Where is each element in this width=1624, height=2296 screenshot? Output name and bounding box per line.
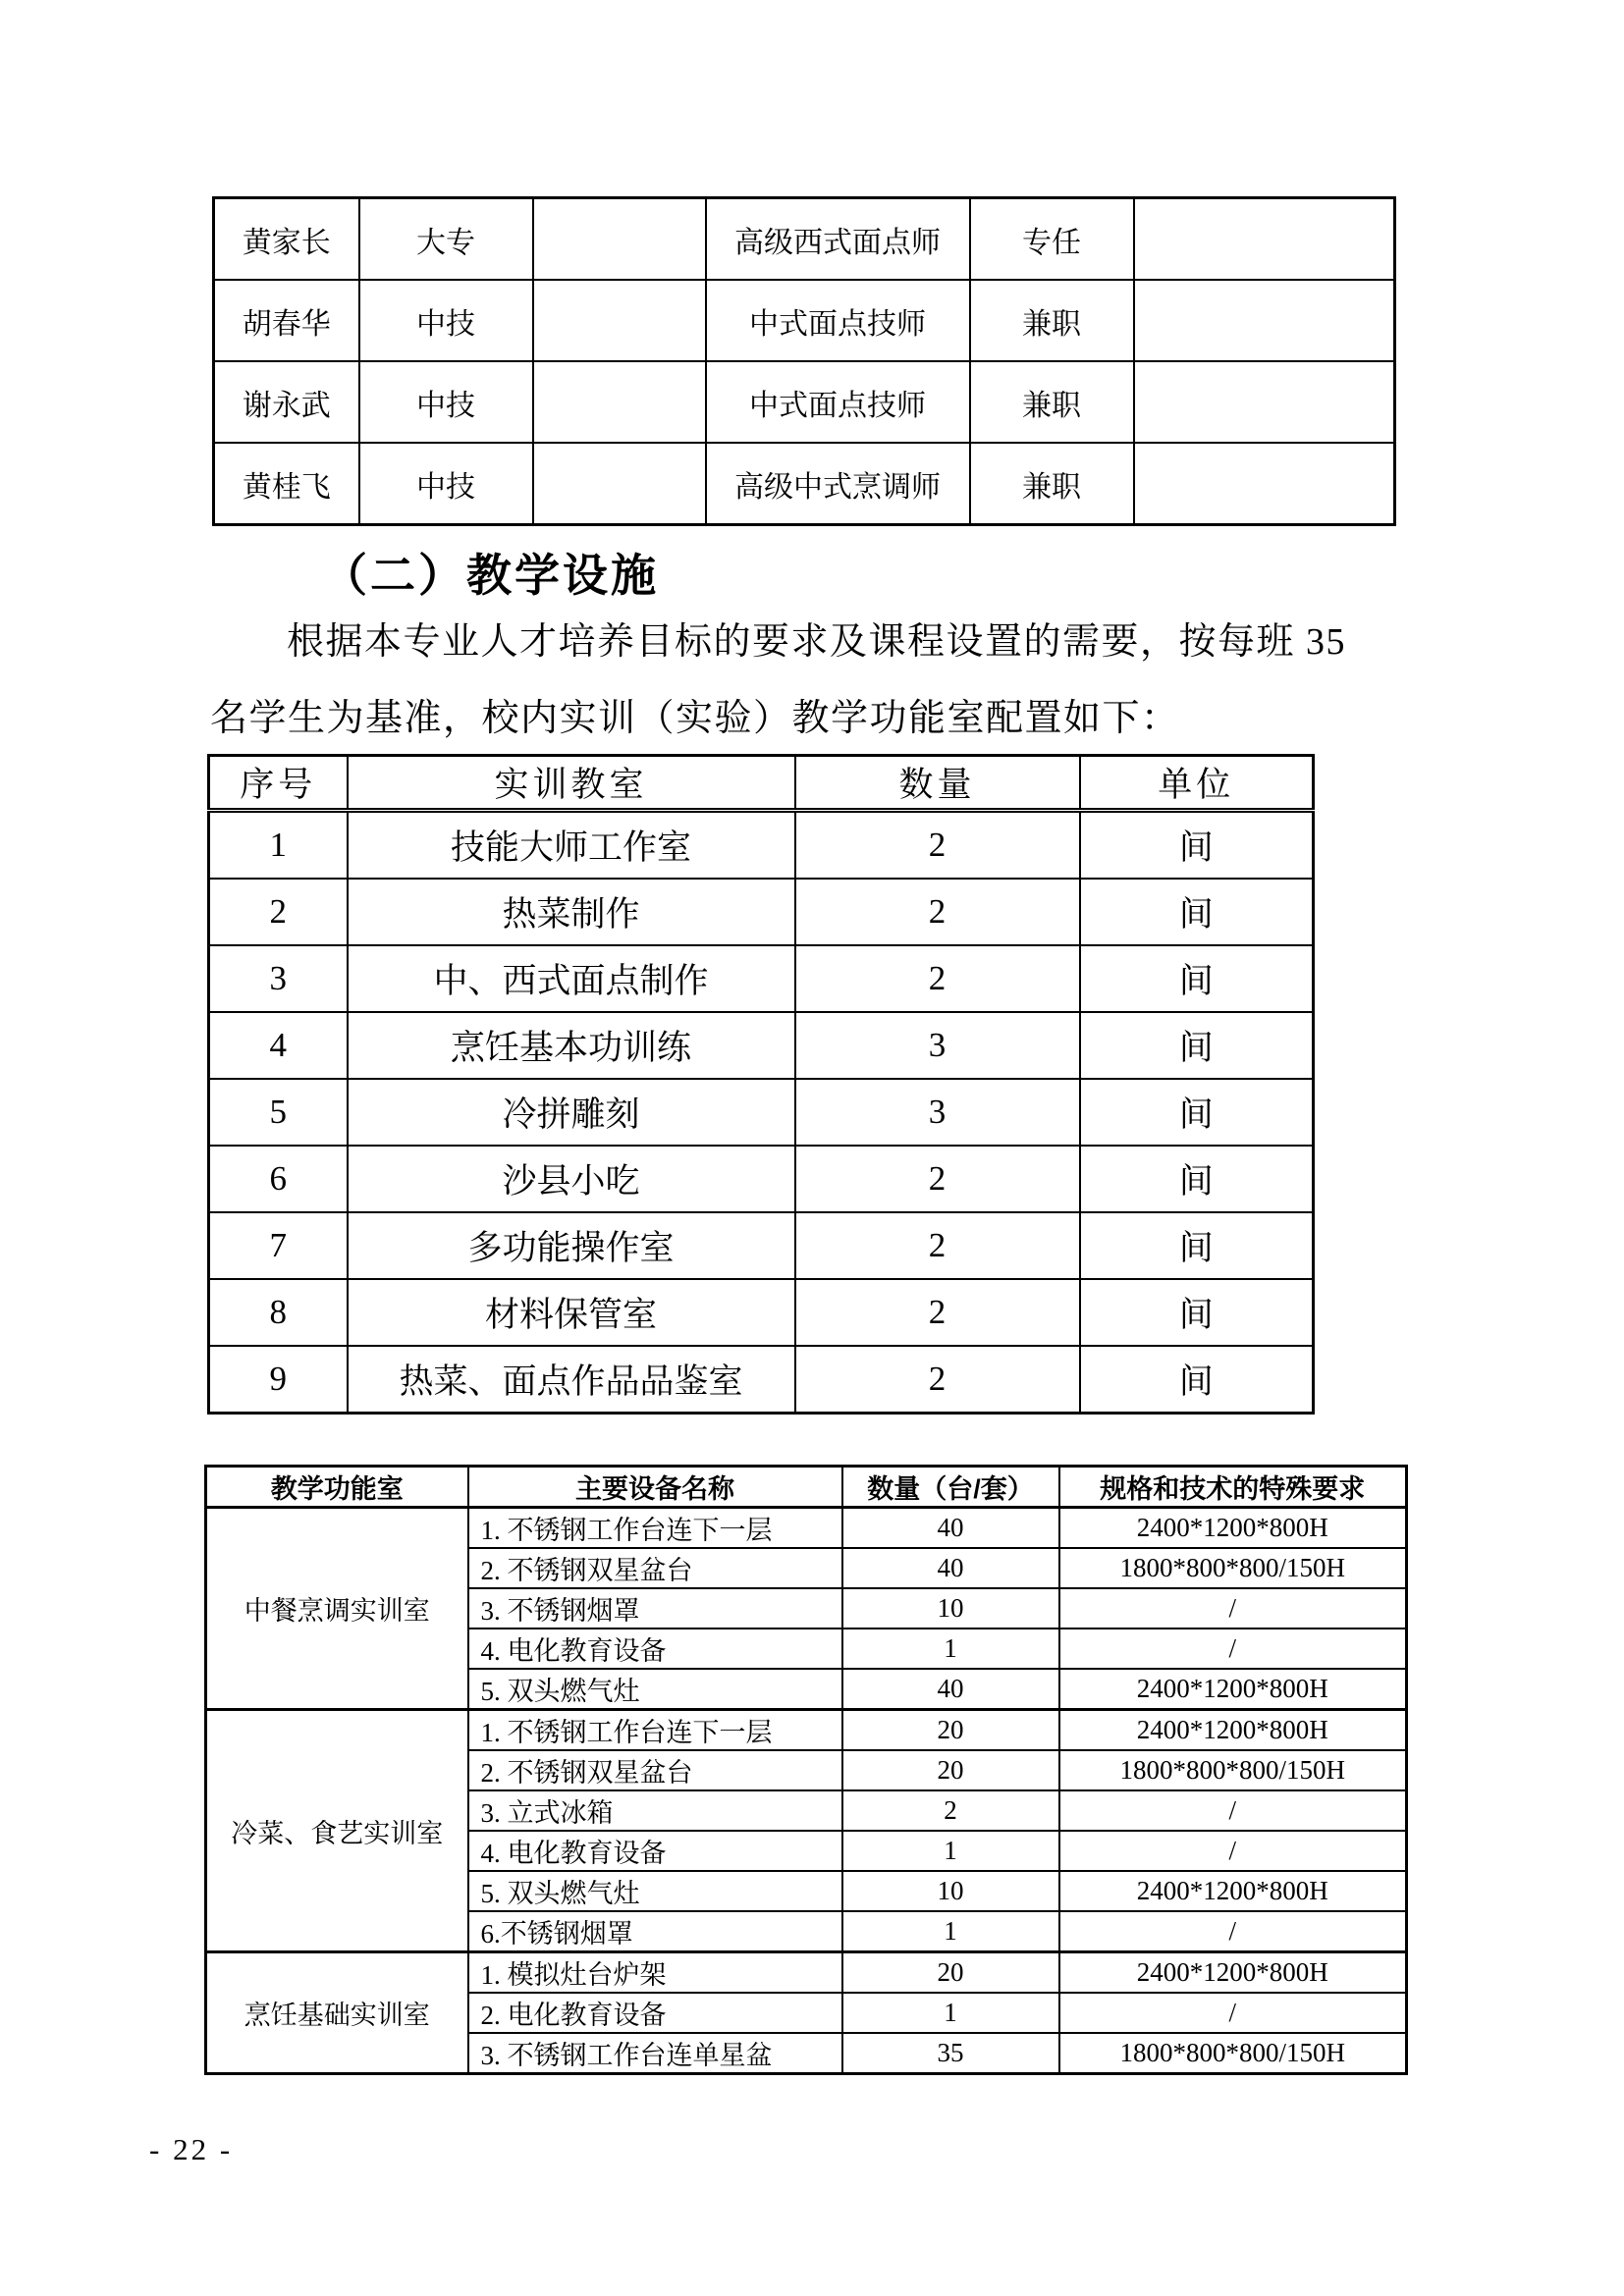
table-row xyxy=(209,1212,1314,1279)
table-cell: 技能大师工作室 xyxy=(348,811,795,880)
column-header: 序号 xyxy=(209,756,348,811)
table-cell: 烹饪基本功训练 xyxy=(348,1012,795,1079)
table-cell: 4. 电化教育设备 xyxy=(468,1831,842,1871)
table-cell: 2. 不锈钢双星盆台 xyxy=(468,1750,842,1790)
table-cell: 1 xyxy=(842,1629,1059,1669)
equipment-table xyxy=(204,1465,1408,2075)
table-cell: 6.不锈钢烟罩 xyxy=(468,1911,842,1952)
table-cell: 1 xyxy=(842,1993,1059,2033)
table-cell: / xyxy=(1059,1629,1407,1669)
table-cell: 3 xyxy=(795,1079,1080,1146)
table-cell: 9 xyxy=(209,1346,348,1414)
table-cell: 2 xyxy=(209,879,348,945)
table-cell: 3 xyxy=(209,945,348,1012)
table-cell: 兼职 xyxy=(970,280,1134,361)
table-cell: / xyxy=(1059,1790,1407,1831)
table-cell: 热菜制作 xyxy=(348,879,795,945)
table-cell: 7 xyxy=(209,1212,348,1279)
table-cell: 兼职 xyxy=(970,361,1134,443)
table-cell xyxy=(533,443,706,525)
table-cell: 中技 xyxy=(359,361,533,443)
table-cell: 5 xyxy=(209,1079,348,1146)
table-cell: 大专 xyxy=(359,198,533,281)
table-cell: 2400*1200*800H xyxy=(1059,1669,1407,1710)
table-cell: 1. 不锈钢工作台连下一层 xyxy=(468,1710,842,1751)
table-cell: 热菜、面点作品品鉴室 xyxy=(348,1346,795,1414)
table-cell: 高级西式面点师 xyxy=(706,198,970,281)
table-row xyxy=(214,198,1395,281)
table-cell: 20 xyxy=(842,1750,1059,1790)
table-cell: 1 xyxy=(842,1831,1059,1871)
table-cell: 胡春华 xyxy=(214,280,359,361)
table-cell: / xyxy=(1059,1993,1407,2033)
table-cell: / xyxy=(1059,1831,1407,1871)
table-cell: 2 xyxy=(795,945,1080,1012)
table-row xyxy=(206,1508,1407,1549)
table-cell: 40 xyxy=(842,1548,1059,1588)
table-cell: 20 xyxy=(842,1710,1059,1751)
table-cell: 2 xyxy=(795,1146,1080,1212)
classroom-table xyxy=(207,754,1315,1415)
table-cell xyxy=(533,280,706,361)
page-number: - 22 - xyxy=(149,2132,234,2166)
table-cell: / xyxy=(1059,1588,1407,1629)
table-cell xyxy=(1134,443,1395,525)
table-cell: 40 xyxy=(842,1508,1059,1549)
column-header: 规格和技术的特殊要求 xyxy=(1059,1467,1407,1508)
table-cell: 3. 不锈钢烟罩 xyxy=(468,1588,842,1629)
room-cell: 冷菜、食艺实训室 xyxy=(206,1710,468,1952)
table-row xyxy=(209,1346,1314,1414)
table-cell: 1800*800*800/150H xyxy=(1059,1750,1407,1790)
table-cell: 5. 双头燃气灶 xyxy=(468,1871,842,1911)
table-cell xyxy=(533,361,706,443)
table-cell: 间 xyxy=(1080,1012,1314,1079)
table-cell: 多功能操作室 xyxy=(348,1212,795,1279)
table-cell: 1800*800*800/150H xyxy=(1059,1548,1407,1588)
paragraph-line: 根据本专业人才培养目标的要求及课程设置的需要，按每班 35 xyxy=(287,621,1347,663)
table-cell xyxy=(1134,280,1395,361)
table-row xyxy=(209,811,1314,880)
table-cell: 1 xyxy=(842,1911,1059,1952)
table-header-row xyxy=(209,756,1314,811)
column-header: 单位 xyxy=(1080,756,1314,811)
table-cell: 2400*1200*800H xyxy=(1059,1508,1407,1549)
column-header: 数量 xyxy=(795,756,1080,811)
table-row xyxy=(209,1079,1314,1146)
table-cell: 中技 xyxy=(359,280,533,361)
table-row xyxy=(209,1146,1314,1212)
table-cell: 黄家长 xyxy=(214,198,359,281)
table-cell: 专任 xyxy=(970,198,1134,281)
table-cell: 8 xyxy=(209,1279,348,1346)
table-cell: 2. 电化教育设备 xyxy=(468,1993,842,2033)
table-cell xyxy=(1134,198,1395,281)
table-cell: 间 xyxy=(1080,1279,1314,1346)
table-cell: 2 xyxy=(795,811,1080,880)
table-cell: 兼职 xyxy=(970,443,1134,525)
table-cell: 2 xyxy=(795,879,1080,945)
room-cell: 烹饪基础实训室 xyxy=(206,1952,468,2074)
table-cell: 1800*800*800/150H xyxy=(1059,2033,1407,2074)
table-row xyxy=(214,361,1395,443)
table-cell: 2 xyxy=(842,1790,1059,1831)
table-cell: 冷拼雕刻 xyxy=(348,1079,795,1146)
table-cell: 4 xyxy=(209,1012,348,1079)
table-cell xyxy=(533,198,706,281)
table-row xyxy=(206,1710,1407,1751)
table-cell: 2. 不锈钢双星盆台 xyxy=(468,1548,842,1588)
table-cell: 3. 不锈钢工作台连单星盆 xyxy=(468,2033,842,2074)
table-row xyxy=(209,1279,1314,1346)
column-header: 实训教室 xyxy=(348,756,795,811)
table-cell: 4. 电化教育设备 xyxy=(468,1629,842,1669)
table-cell: 20 xyxy=(842,1952,1059,1994)
table-cell: 40 xyxy=(842,1669,1059,1710)
table-cell: 2 xyxy=(795,1212,1080,1279)
table-cell: 1. 不锈钢工作台连下一层 xyxy=(468,1508,842,1549)
table-cell: 间 xyxy=(1080,1079,1314,1146)
table-cell xyxy=(1134,361,1395,443)
table-cell: 沙县小吃 xyxy=(348,1146,795,1212)
table-cell: 黄桂飞 xyxy=(214,443,359,525)
column-header: 主要设备名称 xyxy=(468,1467,842,1508)
table-cell: 中式面点技师 xyxy=(706,361,970,443)
table-cell: 35 xyxy=(842,2033,1059,2074)
table-cell: 10 xyxy=(842,1588,1059,1629)
table-cell: 中式面点技师 xyxy=(706,280,970,361)
table-cell: 2 xyxy=(795,1346,1080,1414)
column-header: 数量（台/套） xyxy=(842,1467,1059,1508)
table-cell: 间 xyxy=(1080,1346,1314,1414)
table-row xyxy=(209,1012,1314,1079)
table-cell: 高级中式烹调师 xyxy=(706,443,970,525)
table-row xyxy=(214,443,1395,525)
paragraph-line: 名学生为基准，校内实训（实验）教学功能室配置如下： xyxy=(210,698,1180,739)
table-header-row xyxy=(206,1467,1407,1508)
table-cell: 1. 模拟灶台炉架 xyxy=(468,1952,842,1994)
table-cell: 间 xyxy=(1080,811,1314,880)
table-cell: 3 xyxy=(795,1012,1080,1079)
table-cell: 2400*1200*800H xyxy=(1059,1871,1407,1911)
table-cell: 中技 xyxy=(359,443,533,525)
column-header: 教学功能室 xyxy=(206,1467,468,1508)
table-cell: 材料保管室 xyxy=(348,1279,795,1346)
table-cell: 间 xyxy=(1080,1146,1314,1212)
table-cell: 2 xyxy=(795,1279,1080,1346)
table-cell: 6 xyxy=(209,1146,348,1212)
table-cell: / xyxy=(1059,1911,1407,1952)
staff-table xyxy=(212,196,1396,526)
table-cell: 2400*1200*800H xyxy=(1059,1952,1407,1994)
table-row xyxy=(206,1952,1407,1994)
table-cell: 1 xyxy=(209,811,348,880)
table-cell: 间 xyxy=(1080,945,1314,1012)
table-row xyxy=(209,945,1314,1012)
table-cell: 2400*1200*800H xyxy=(1059,1710,1407,1751)
table-cell: 5. 双头燃气灶 xyxy=(468,1669,842,1710)
table-cell: 间 xyxy=(1080,1212,1314,1279)
table-cell: 中、西式面点制作 xyxy=(348,945,795,1012)
table-cell: 谢永武 xyxy=(214,361,359,443)
table-cell: 间 xyxy=(1080,879,1314,945)
section-heading: （二）教学设施 xyxy=(322,551,659,601)
table-cell: 3. 立式冰箱 xyxy=(468,1790,842,1831)
table-row xyxy=(214,280,1395,361)
table-cell: 10 xyxy=(842,1871,1059,1911)
table-row xyxy=(209,879,1314,945)
room-cell: 中餐烹调实训室 xyxy=(206,1508,468,1710)
